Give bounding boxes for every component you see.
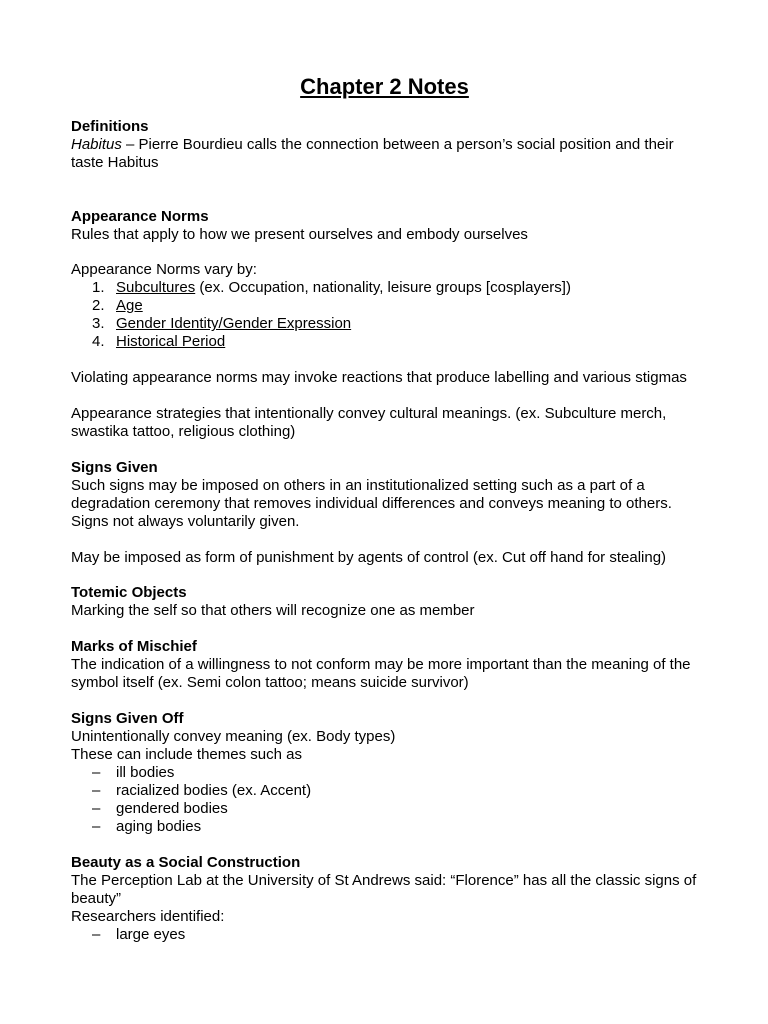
signs-given-off-text2: These can include themes such as [71,745,302,763]
dash-marker: – [92,817,101,835]
list-marker: 4. [92,333,105,351]
appearance-norms-list [71,279,698,351]
beauty-text: The Perception Lab at the University of St Andrews said: “Florence” has all the classic signs of beauty” [71,871,697,907]
dash-marker: – [92,763,101,781]
list-item [71,818,698,836]
dash-marker: – [92,925,101,943]
signs-given-off-list [71,764,698,836]
list-marker: 2. [92,297,105,315]
list-marker: 3. [92,315,105,333]
list-item-label: Historical Period [116,333,226,351]
appearance-strategies-text: Appearance strategies that intentionally convey cultural meanings. (ex. Subculture merch, swastika tattoo, religious clothing) [71,404,667,440]
definitions-heading: Definitions [71,118,149,135]
appearance-norms-vary-by: Appearance Norms vary by: [71,261,257,279]
signs-given-text: Such signs may be imposed on others in an institutionalized setting such as a part of a degradation ceremony that removes individual differences and conveys meaning to others. Signs not always voluntarily given. [71,476,672,530]
list-item-label: ill bodies [116,763,175,781]
habitus-definition [71,136,698,172]
beauty-heading: Beauty as a Social Construction [71,853,301,871]
punishment-text: May be imposed as form of punishment by agents of control (ex. Cut off hand for stealing) [71,548,667,566]
beauty-list [71,926,698,944]
marks-of-mischief-text: The indication of a willingness to not conform may be more important than the meaning of the symbol itself (ex. Semi colon tattoo; means suicide survivor) [71,656,691,692]
list-item [71,782,698,800]
signs-given-heading: Signs Given [71,458,158,476]
list-item [71,926,698,944]
researchers-identified-text: Researchers identified: [71,907,225,925]
totemic-objects-heading: Totemic Objects [71,584,187,602]
list-item [71,279,698,297]
list-item-label: gendered bodies [116,799,228,817]
dash-marker: – [92,781,101,799]
list-item [71,764,698,782]
habitus-term: Habitus [71,136,122,153]
list-item [71,297,698,315]
list-item-label: large eyes [116,925,186,943]
list-item-suffix: (ex. Occupation, nationality, leisure groups [cosplayers]) [195,279,571,297]
list-item-label: Subcultures [116,279,196,297]
list-item-label: Age [116,297,143,315]
appearance-norms-heading: Appearance Norms [71,207,209,225]
habitus-text: – Pierre Bourdieu calls the connection between a person’s social position and their taste Habitus [71,136,674,171]
list-item-label: aging bodies [116,817,202,835]
marks-of-mischief-heading: Marks of Mischief [71,638,197,656]
list-item-label: racialized bodies (ex. Accent) [116,781,312,799]
violating-norms-text: Violating appearance norms may invoke reactions that produce labelling and various stigmas [71,369,687,387]
page-title: Chapter 2 Notes [300,74,469,99]
signs-given-off-text1: Unintentionally convey meaning (ex. Body types) [71,727,396,745]
dash-marker: – [92,799,101,817]
list-marker: 1. [92,279,105,297]
list-item-label: Gender Identity/Gender Expression [116,315,352,333]
appearance-norms-text: Rules that apply to how we present ourselves and embody ourselves [71,225,528,243]
list-item [71,800,698,818]
list-item [71,315,698,333]
list-item [71,333,698,351]
signs-given-off-heading: Signs Given Off [71,709,184,727]
totemic-objects-text: Marking the self so that others will recognize one as member [71,602,475,620]
